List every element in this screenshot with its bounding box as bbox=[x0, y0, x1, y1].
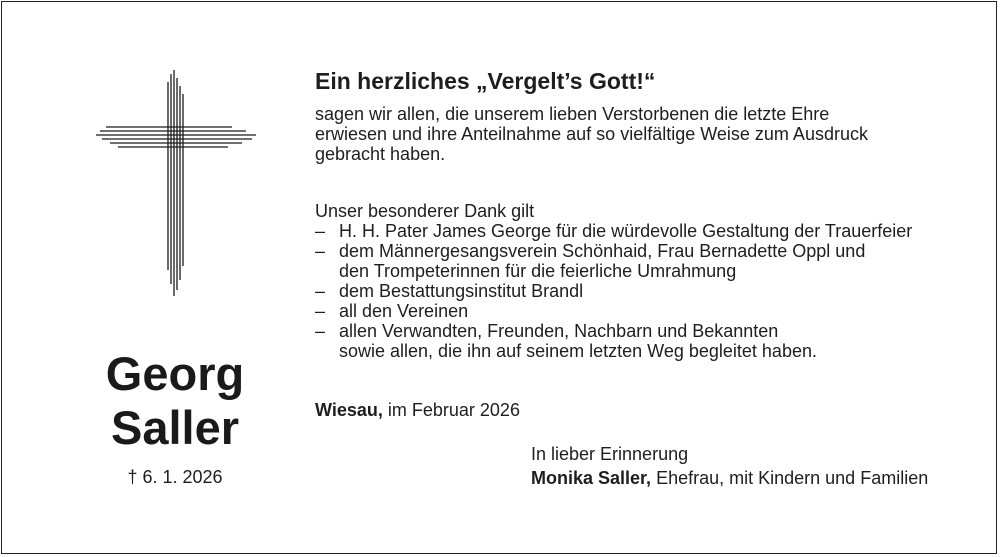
place-name: Wiesau, bbox=[315, 400, 383, 420]
intro-text bbox=[315, 104, 975, 164]
list-item bbox=[315, 321, 975, 361]
list-item-line: all den Vereinen bbox=[339, 301, 469, 321]
list-item bbox=[315, 281, 975, 301]
dash-bullet: – bbox=[315, 241, 326, 261]
signature-block bbox=[531, 442, 928, 490]
deceased-last-name: Saller bbox=[110, 401, 240, 454]
dash-bullet: – bbox=[315, 321, 326, 341]
death-date: † 6. 1. 2026 bbox=[127, 467, 223, 487]
list-item bbox=[315, 301, 975, 321]
list-item-line: sowie allen, die ihn auf seinem letzten Weg begleitet haben. bbox=[339, 341, 817, 361]
date-text: im Februar 2026 bbox=[387, 400, 520, 420]
signer-name: Monika Saller, bbox=[531, 468, 652, 488]
dash-bullet: – bbox=[315, 301, 326, 321]
list-item-line: den Trompeterinnen für die feierliche Umrahmung bbox=[339, 261, 737, 281]
list-item bbox=[315, 221, 975, 241]
thanks-list bbox=[315, 221, 975, 361]
intro-line: gebracht haben. bbox=[315, 144, 446, 164]
list-item-line: allen Verwandten, Freunden, Nachbarn und Bekannten bbox=[339, 321, 779, 341]
intro-line: sagen wir allen, die unserem lieben Verstorbenen die letzte Ehre bbox=[315, 104, 830, 124]
closing-text: In lieber Erinnerung bbox=[531, 444, 689, 464]
signer-line bbox=[531, 466, 928, 490]
intro-line: erwiesen und ihre Anteilnahme auf so vielfältige Weise zum Ausdruck bbox=[315, 124, 868, 144]
notice-heading: Ein herzliches „Vergelt’s Gott!“ bbox=[315, 68, 656, 94]
thanks-heading-block bbox=[315, 66, 975, 164]
dash-bullet: – bbox=[315, 281, 326, 301]
deceased-first-name: Georg bbox=[105, 347, 245, 400]
thanks-intro: Unser besonderer Dank gilt bbox=[315, 201, 535, 221]
dash-bullet: – bbox=[315, 221, 326, 241]
place-date-line bbox=[315, 399, 520, 421]
list-item-line: dem Bestattungsinstitut Brandl bbox=[339, 281, 584, 301]
list-item-line: dem Männergesangsverein Schönhaid, Frau Bernadette Oppl und bbox=[339, 241, 866, 261]
special-thanks-block bbox=[315, 201, 975, 361]
list-item bbox=[315, 241, 975, 281]
signer-relation: Ehefrau, mit Kindern und Familien bbox=[656, 468, 929, 488]
cross-icon bbox=[96, 70, 256, 296]
list-item-line: H. H. Pater James George für die würdevolle Gestaltung der Trauerfeier bbox=[339, 221, 913, 241]
